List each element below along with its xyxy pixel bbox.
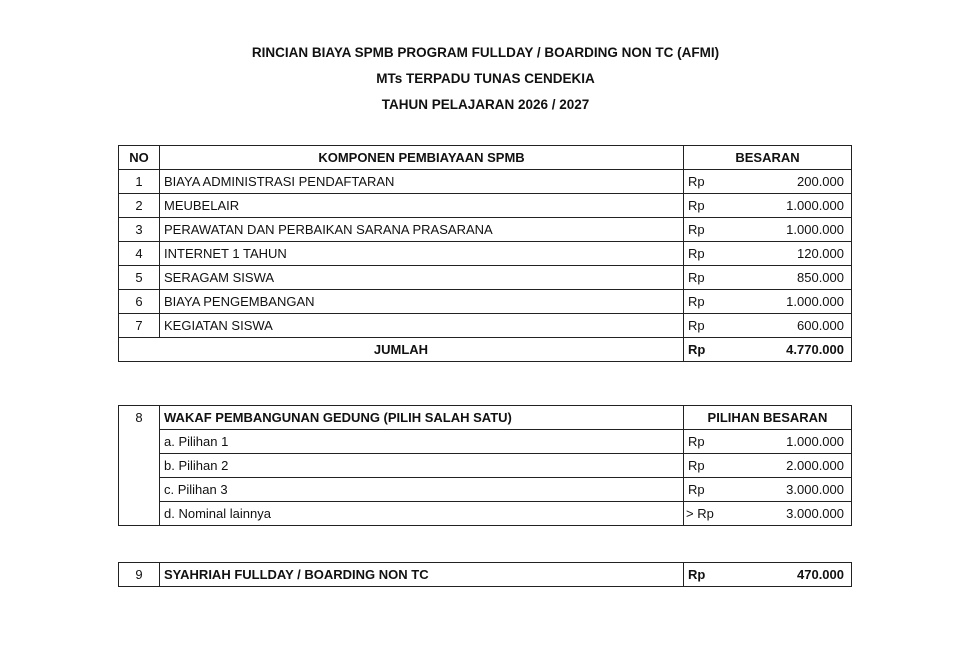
col-besaran-header: BESARAN	[684, 146, 852, 170]
syahriah-currency: Rp	[684, 563, 724, 587]
wakaf-no-spacer	[119, 502, 160, 526]
row-amount: 200.000	[724, 170, 852, 194]
option-currency: > Rp	[684, 502, 724, 526]
row-no: 5	[119, 266, 160, 290]
row-currency: Rp	[684, 266, 724, 290]
table-row	[119, 314, 852, 338]
row-currency: Rp	[684, 170, 724, 194]
school-name: MTs TERPADU TUNAS CENDEKIA	[376, 71, 595, 86]
option-label: c. Pilihan 3	[160, 478, 684, 502]
row-currency: Rp	[684, 194, 724, 218]
row-currency: Rp	[684, 314, 724, 338]
table-row	[119, 266, 852, 290]
row-amount: 120.000	[724, 242, 852, 266]
syahriah-table	[118, 562, 852, 587]
row-no: 1	[119, 170, 160, 194]
option-currency: Rp	[684, 478, 724, 502]
fee-components-table	[118, 145, 852, 362]
academic-year: TAHUN PELAJARAN 2026 / 2027	[381, 97, 590, 112]
row-no: 6	[119, 290, 160, 314]
option-currency: Rp	[684, 430, 724, 454]
row-komponen: PERAWATAN DAN PERBAIKAN SARANA PRASARANA	[160, 218, 684, 242]
col-no-header: NO	[119, 146, 160, 170]
total-label: JUMLAH	[119, 338, 684, 362]
wakaf-no-spacer	[119, 430, 160, 454]
row-komponen: MEUBELAIR	[160, 194, 684, 218]
table-row	[119, 194, 852, 218]
row-no: 4	[119, 242, 160, 266]
wakaf-option-row	[119, 478, 852, 502]
syahriah-label: SYAHRIAH FULLDAY / BOARDING NON TC	[160, 563, 684, 587]
wakaf-no-spacer	[119, 454, 160, 478]
wakaf-option-row	[119, 502, 852, 526]
total-row	[119, 338, 852, 362]
wakaf-option-row	[119, 454, 852, 478]
table-header-row	[119, 146, 852, 170]
row-amount: 1.000.000	[724, 290, 852, 314]
option-label: b. Pilihan 2	[160, 454, 684, 478]
option-amount: 2.000.000	[724, 454, 852, 478]
wakaf-option-row	[119, 430, 852, 454]
row-no: 2	[119, 194, 160, 218]
option-currency: Rp	[684, 454, 724, 478]
total-amount: 4.770.000	[724, 338, 852, 362]
wakaf-table	[118, 405, 852, 526]
row-komponen: SERAGAM SISWA	[160, 266, 684, 290]
wakaf-no: 8	[119, 406, 160, 430]
row-currency: Rp	[684, 242, 724, 266]
table-row	[119, 218, 852, 242]
syahriah-no: 9	[119, 563, 160, 587]
table-row	[119, 170, 852, 194]
row-currency: Rp	[684, 218, 724, 242]
row-komponen: BIAYA PENGEMBANGAN	[160, 290, 684, 314]
col-komponen-header: KOMPONEN PEMBIAYAAN SPMB	[160, 146, 684, 170]
option-amount: 3.000.000	[724, 502, 852, 526]
row-currency: Rp	[684, 290, 724, 314]
table-row	[119, 242, 852, 266]
row-amount: 850.000	[724, 266, 852, 290]
row-amount: 1.000.000	[724, 194, 852, 218]
option-amount: 1.000.000	[724, 430, 852, 454]
row-komponen: BIAYA ADMINISTRASI PENDAFTARAN	[160, 170, 684, 194]
row-no: 7	[119, 314, 160, 338]
row-komponen: INTERNET 1 TAHUN	[160, 242, 684, 266]
wakaf-no-spacer	[119, 478, 160, 502]
row-no: 3	[119, 218, 160, 242]
total-currency: Rp	[684, 338, 724, 362]
wakaf-header-row	[119, 406, 852, 430]
option-amount: 3.000.000	[724, 478, 852, 502]
wakaf-besaran-header: PILIHAN BESARAN	[684, 406, 852, 430]
syahriah-amount: 470.000	[724, 563, 852, 587]
syahriah-row	[119, 563, 852, 587]
document-title: RINCIAN BIAYA SPMB PROGRAM FULLDAY / BOARDING NON TC (AFMI)	[251, 45, 720, 60]
wakaf-title: WAKAF PEMBANGUNAN GEDUNG (PILIH SALAH SATU)	[160, 406, 684, 430]
row-amount: 1.000.000	[724, 218, 852, 242]
option-label: a. Pilihan 1	[160, 430, 684, 454]
row-amount: 600.000	[724, 314, 852, 338]
row-komponen: KEGIATAN SISWA	[160, 314, 684, 338]
table-row	[119, 290, 852, 314]
option-label: d. Nominal lainnya	[160, 502, 684, 526]
